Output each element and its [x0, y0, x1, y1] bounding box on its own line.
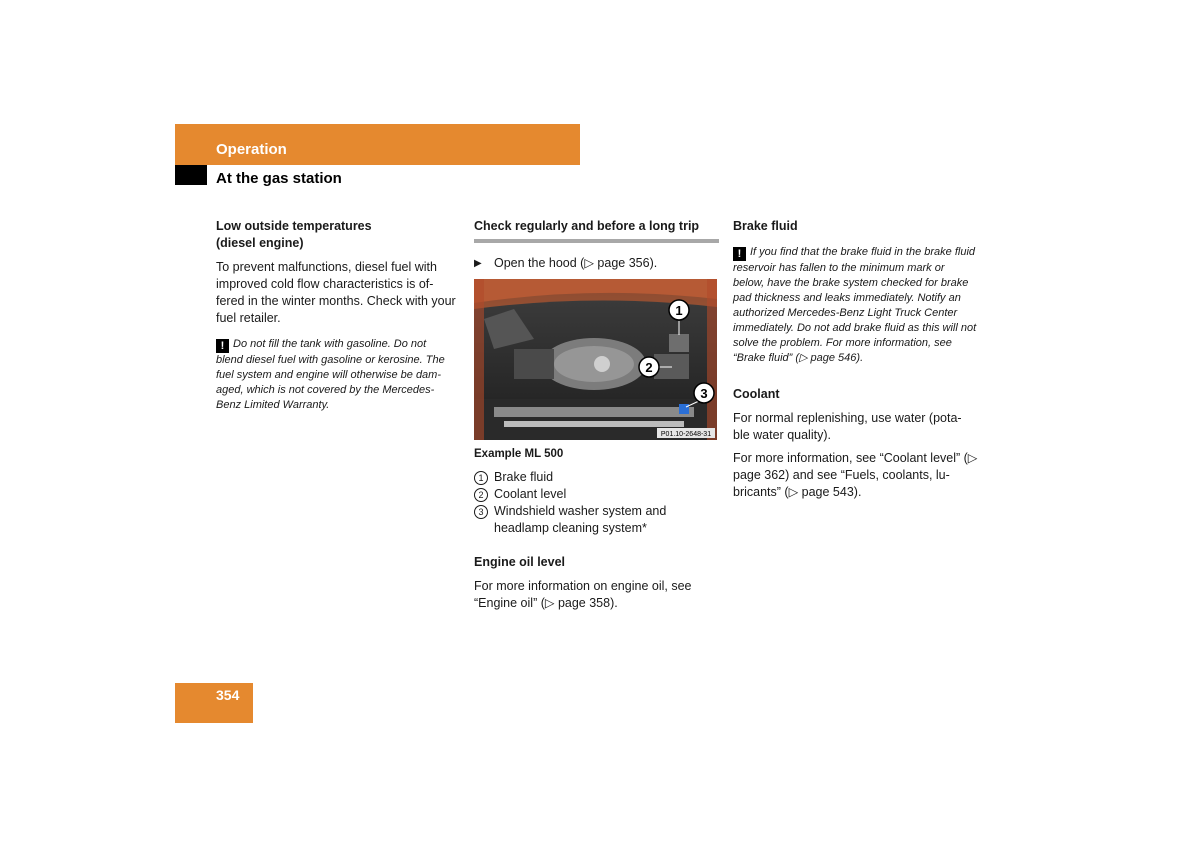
low-temp-heading-line1: Low outside temperatures	[216, 219, 372, 233]
callout-3-label: 3	[700, 386, 708, 401]
column-middle	[474, 218, 719, 618]
section-title: At the gas station	[216, 170, 342, 187]
engine-oil-text[interactable]: For more information on engine oil, see “Engine oil” (▷ page 358).	[474, 579, 692, 610]
engine-oil-heading: Engine oil level	[474, 555, 565, 569]
brake-fluid-warning	[733, 245, 978, 366]
photo-caption: Example ML 500	[474, 448, 564, 460]
image-code: P01.10-2648-31	[660, 431, 712, 438]
column-left	[216, 218, 456, 413]
bullet-arrow-icon: ▶	[474, 258, 482, 269]
list-item	[474, 469, 719, 486]
low-temp-paragraph: To prevent malfunctions, diesel fuel with improved cold flow characteristics is of-fered in the winter months. Check with your fuel retailer.	[216, 260, 456, 325]
list-item	[474, 486, 719, 503]
low-temp-heading-line2: (diesel engine)	[216, 236, 304, 250]
callout-1-label: 1	[675, 303, 683, 318]
warning-icon: !	[733, 247, 746, 261]
callout-1	[669, 300, 689, 320]
callout-2-label: 2	[645, 360, 653, 375]
item-number: 1	[474, 471, 488, 485]
item-number: 3	[474, 505, 488, 519]
engine-bay-photo	[474, 279, 717, 440]
chapter-title: Operation	[216, 141, 287, 158]
coolant-heading: Coolant	[733, 387, 780, 401]
coolant-text-2[interactable]: For more information, see “Coolant level” (▷ page 362) and see “Fuels, coolants, lu-bricants” (▷ page 543).	[733, 451, 978, 499]
low-temp-heading	[216, 218, 456, 252]
check-heading: Check regularly and before a long trip	[474, 218, 719, 243]
callout-3	[694, 383, 714, 403]
open-hood-step	[474, 255, 719, 272]
column-right	[733, 218, 978, 507]
item-text: Windshield washer system and headlamp cleaning system*	[494, 504, 667, 535]
diesel-warning-text: Do not fill the tank with gasoline. Do not blend diesel fuel with gasoline or kerosine. The fuel system and engine will otherwise be dam-aged, which is not covered by the Mercedes-Benz Limited Warranty.	[216, 338, 445, 411]
diesel-warning	[216, 337, 456, 413]
brake-fluid-heading: Brake fluid	[733, 219, 798, 233]
item-text: Brake fluid	[494, 470, 554, 484]
brake-fluid-warning-text: If you find that the brake fluid in the brake fluid reservoir has fallen to the minimum mark or below, have the brake system checked for brake pad thickness and leaks immediately. Notify an authorized Mercedes-Benz Light Truck Center immediately. Do not add brake fluid as this will not solve the problem. For more information, see “Brake fluid” (▷ page 546).	[733, 246, 977, 364]
open-hood-text[interactable]: Open the hood (▷ page 356).	[494, 256, 658, 270]
page-number: 354	[216, 687, 240, 703]
page-number-box	[175, 683, 253, 723]
callout-2	[639, 357, 659, 377]
list-item	[474, 503, 719, 537]
coolant-text-1: For normal replenishing, use water (pota-ble water quality).	[733, 411, 962, 442]
section-marker	[175, 165, 207, 185]
item-number: 2	[474, 488, 488, 502]
warning-icon: !	[216, 339, 229, 353]
item-text: Coolant level	[494, 487, 567, 501]
